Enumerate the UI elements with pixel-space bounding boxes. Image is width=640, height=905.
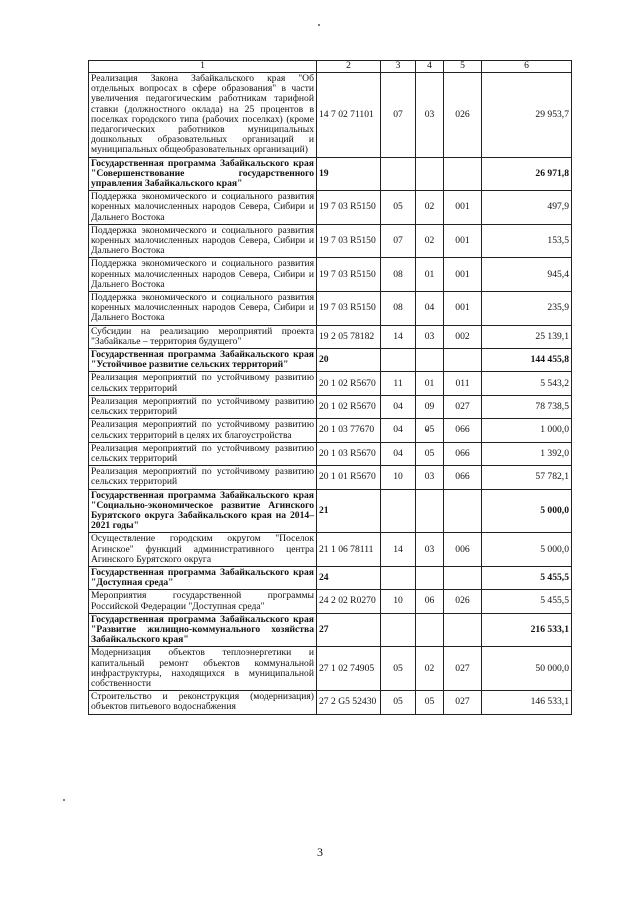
cell-col4: 09 [416,395,444,418]
cell-col3: 08 [381,292,416,326]
cell-col5: 027 [444,691,482,714]
program-row [89,566,572,589]
cell-col4 [416,566,444,589]
cell-name: Реализация Закона Забайкальского края "Об отдельных вопросах в сфере образования" в части увеличения педагогическим работникам тарифной ставки (должностного оклада) на 25 процентов в поселках городского типа (рабочих поселках) (кроме педагогических работников муниципальных дошкольных образовательных организаций и муниципальных общеобразовательных организаций) [89,73,317,158]
table-row [89,224,572,258]
cell-amount: 497,9 [482,191,572,225]
cell-col3: 04 [381,395,416,418]
cell-col5: 026 [444,73,482,158]
cell-amount: 153,5 [482,224,572,258]
cell-col5 [444,613,482,647]
table-row [89,466,572,489]
cell-target-code: 20 1 02 R5670 [317,395,381,418]
cell-col4: 03 [416,466,444,489]
cell-col5: 006 [444,533,482,567]
cell-name: Субсидии на реализацию мероприятий проекта "Забайкалье – территория будущего" [89,325,317,348]
cell-col4 [416,157,444,191]
cell-col5: 001 [444,292,482,326]
table-row [89,395,572,418]
budget-allocation-table [88,60,572,715]
cell-target-code: 19 7 03 R5150 [317,191,381,225]
cell-col4: 05 [416,419,444,442]
cell-col5 [444,157,482,191]
cell-col5: 066 [444,442,482,465]
cell-name: Модернизация объектов теплоэнергетики и капитальный ремонт объектов коммунальной инфраструктуры, находящихся в муниципальной собственности [89,647,317,691]
cell-col4: 03 [416,533,444,567]
cell-name: Государственная программа Забайкальского края "Развитие жилищно-коммунального хозяйства Забайкальского края" [89,613,317,647]
cell-col3: 07 [381,224,416,258]
cell-amount: 235,9 [482,292,572,326]
cell-col4: 01 [416,372,444,395]
cell-col5: 026 [444,590,482,613]
cell-col3: 05 [381,191,416,225]
table-row [89,442,572,465]
cell-col3 [381,613,416,647]
cell-target-code: 19 [317,157,381,191]
cell-target-code: 24 2 02 R0270 [317,590,381,613]
cell-target-code: 21 1 06 78111 [317,533,381,567]
table-row [89,590,572,613]
cell-col3 [381,349,416,372]
table-header-row [89,61,572,73]
column-header: 6 [482,61,572,73]
cell-target-code: 27 1 02 74905 [317,647,381,691]
cell-col3: 04 [381,419,416,442]
cell-col5 [444,489,482,533]
cell-name: Поддержка экономического и социального развития коренных малочисленных народов Севера, Сибири и Дальнего Востока [89,258,317,292]
cell-target-code: 20 1 03 77670 [317,419,381,442]
cell-name: Осуществление городским округом "Поселок Агинское" функций административного центра Агинского Бурятского округа [89,533,317,567]
cell-col4: 03 [416,325,444,348]
column-header: 4 [416,61,444,73]
scan-speck [318,24,320,26]
cell-name: Поддержка экономического и социального развития коренных малочисленных народов Севера, Сибири и Дальнего Востока [89,224,317,258]
cell-col4: 01 [416,258,444,292]
table-row [89,73,572,158]
cell-target-code: 21 [317,489,381,533]
cell-name: Строительство и реконструкция (модернизация) объектов питьевого водоснабжения [89,691,317,714]
cell-col3: 08 [381,258,416,292]
program-row [89,157,572,191]
cell-col5: 027 [444,647,482,691]
cell-target-code: 27 2 G5 52430 [317,691,381,714]
cell-col5: 001 [444,224,482,258]
cell-amount: 50 000,0 [482,647,572,691]
table-row [89,419,572,442]
cell-col3: 14 [381,325,416,348]
program-row [89,349,572,372]
cell-col4 [416,489,444,533]
table-row [89,533,572,567]
cell-amount: 29 953,7 [482,73,572,158]
cell-name: Реализация мероприятий по устойчивому развитию сельских территорий [89,395,317,418]
cell-col4: 05 [416,691,444,714]
cell-col4: 02 [416,647,444,691]
cell-col3: 10 [381,466,416,489]
program-row [89,613,572,647]
column-header: 1 [89,61,317,73]
cell-target-code: 19 7 03 R5150 [317,258,381,292]
cell-col3: 05 [381,647,416,691]
cell-amount: 5 000,0 [482,489,572,533]
cell-name: Мероприятия государственной программы Российской Федерации "Доступная среда" [89,590,317,613]
table-row [89,372,572,395]
cell-col4: 04 [416,292,444,326]
cell-target-code: 19 7 03 R5150 [317,224,381,258]
cell-target-code: 14 7 02 71101 [317,73,381,158]
cell-col3: 07 [381,73,416,158]
cell-name: Поддержка экономического и социального развития коренных малочисленных народов Севера, Сибири и Дальнего Востока [89,292,317,326]
cell-amount: 78 738,5 [482,395,572,418]
cell-col5: 001 [444,258,482,292]
cell-target-code: 20 [317,349,381,372]
cell-amount: 57 782,1 [482,466,572,489]
column-header: 2 [317,61,381,73]
cell-col4 [416,613,444,647]
cell-amount: 945,4 [482,258,572,292]
column-header: 5 [444,61,482,73]
cell-amount: 1 392,0 [482,442,572,465]
cell-amount: 5 543,2 [482,372,572,395]
cell-col5: 066 [444,419,482,442]
cell-col4: 03 [416,73,444,158]
cell-target-code: 20 1 03 R5670 [317,442,381,465]
cell-amount: 1 000,0 [482,419,572,442]
page-number: 3 [317,845,323,859]
program-row [89,489,572,533]
cell-target-code: 27 [317,613,381,647]
cell-col5: 066 [444,466,482,489]
cell-col5: 027 [444,395,482,418]
table-row [89,691,572,714]
cell-col4: 06 [416,590,444,613]
cell-col4: 02 [416,224,444,258]
cell-amount: 5 000,0 [482,533,572,567]
cell-col4: 02 [416,191,444,225]
cell-name: Государственная программа Забайкальского края "Совершенствование государственного управления Забайкальского края" [89,157,317,191]
cell-col3 [381,566,416,589]
scan-speck [63,799,65,801]
cell-col4 [416,349,444,372]
cell-target-code: 20 1 01 R5670 [317,466,381,489]
cell-col3 [381,489,416,533]
cell-target-code: 24 [317,566,381,589]
cell-col5 [444,566,482,589]
table-row [89,191,572,225]
cell-name: Реализация мероприятий по устойчивому развитию сельских территорий в целях их благоустройства [89,419,317,442]
cell-amount: 25 139,1 [482,325,572,348]
column-header: 3 [381,61,416,73]
cell-amount: 5 455,5 [482,566,572,589]
cell-amount: 5 455,5 [482,590,572,613]
cell-amount: 146 533,1 [482,691,572,714]
cell-target-code: 19 7 03 R5150 [317,292,381,326]
cell-col3: 05 [381,691,416,714]
cell-col3: 04 [381,442,416,465]
table-row [89,258,572,292]
table-row [89,647,572,691]
cell-name: Государственная программа Забайкальского края "Доступная среда" [89,566,317,589]
table-body [89,73,572,715]
cell-col4: 05 [416,442,444,465]
cell-name: Государственная программа Забайкальского края "Устойчивое развитие сельских территорий" [89,349,317,372]
cell-col3: 11 [381,372,416,395]
cell-name: Реализация мероприятий по устойчивому развитию сельских территорий [89,442,317,465]
cell-col5 [444,349,482,372]
cell-col3 [381,157,416,191]
cell-amount: 216 533,1 [482,613,572,647]
cell-amount: 26 971,8 [482,157,572,191]
cell-col3: 10 [381,590,416,613]
cell-col5: 001 [444,191,482,225]
table-row [89,325,572,348]
cell-amount: 144 455,8 [482,349,572,372]
cell-col5: 011 [444,372,482,395]
cell-name: Государственная программа Забайкальского края "Социально-экономическое развитие Агинского Бурятского округа Забайкальского края на 2014–2021 годы" [89,489,317,533]
cell-col3: 14 [381,533,416,567]
table-row [89,292,572,326]
cell-target-code: 20 1 02 R5670 [317,372,381,395]
cell-name: Поддержка экономического и социального развития коренных малочисленных народов Севера, Сибири и Дальнего Востока [89,191,317,225]
cell-col5: 002 [444,325,482,348]
cell-name: Реализация мероприятий по устойчивому развитию сельских территорий [89,372,317,395]
cell-target-code: 19 2 05 78182 [317,325,381,348]
cell-name: Реализация мероприятий по устойчивому развитию сельских территорий [89,466,317,489]
